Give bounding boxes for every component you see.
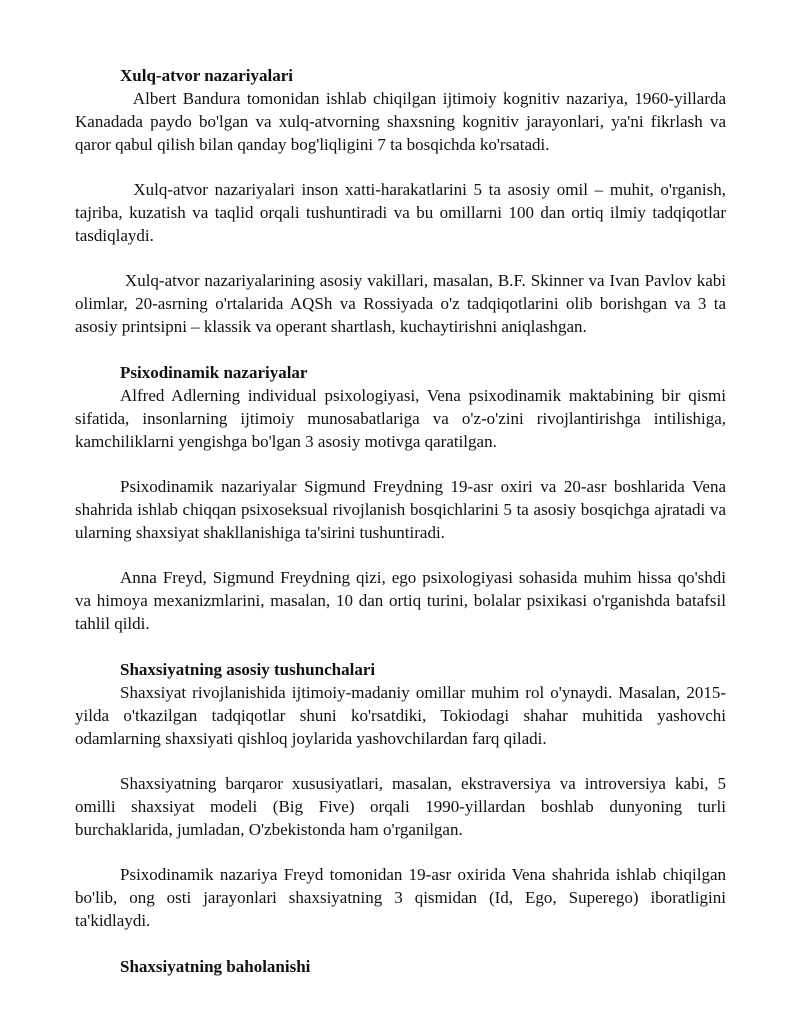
section-heading: Shaxsiyatning asosiy tushunchalari xyxy=(120,660,376,679)
section-heading: Shaxsiyatning baholanishi xyxy=(120,957,311,976)
paragraph: Shaxsiyat rivojlanishida ijtimoiy-madaniy omillar muhim rol o'ynaydi. Masalan, 2015-yilda o'tkazilgan tadqiqotlar shuni ko'rsatdiki, Tokiodagi shahar muhitida yashovchi odamlarning shaxsiyati qishloq joylarida yashovchilardan farq qiladi. xyxy=(75,683,726,748)
section-heading: Xulq-atvor nazariyalari xyxy=(120,66,293,85)
paragraph: Psixodinamik nazariya Freyd tomonidan 19-asr oxirida Vena shahrida ishlab chiqilgan bo'lib, ong osti jarayonlari shaxsiyatning 3 qismidan (Id, Ego, Superego) iboratligini ta'kidlaydi. xyxy=(75,865,726,930)
section-heading: Psixodinamik nazariyalar xyxy=(120,363,308,382)
document-page xyxy=(75,64,731,978)
paragraph: Anna Freyd, Sigmund Freydning qizi, ego psixologiyasi sohasida muhim hissa qo'shdi va himoya mexanizmlarini, masalan, 10 dan ortiq turini, bolalar psixikasi o'rganishda batafsil tahlil qildi. xyxy=(75,568,726,633)
section-behavior-theories xyxy=(75,64,731,338)
paragraph: Albert Bandura tomonidan ishlab chiqilgan ijtimoiy kognitiv nazariya, 1960-yillarda Kanadada paydo bo'lgan va xulq-atvorning shaxsning kognitiv jarayonlari, ya'ni fikrlash va qaror qabul qilish bilan qanday bog'liqligini 7 ta bosqichda ko'rsatadi. xyxy=(75,89,731,154)
paragraph: Xulq-atvor nazariyalarining asosiy vakillari, masalan, B.F. Skinner va Ivan Pavlov kabi olimlar, 20-asrning o'rtalarida AQSh va Rossiyada o'z tadqiqotlarini olib borishgan va 3 ta asosiy printsipni – klassik va operant shartlash, kuchaytirishni aniqlashgan. xyxy=(75,271,731,336)
section-psychodynamic-theories xyxy=(75,361,726,635)
section-spacer xyxy=(75,932,726,955)
paragraph: Psixodinamik nazariyalar Sigmund Freydning 19-asr oxiri va 20-asr boshlarida Vena shahrida ishlab chiqqan psixoseksual rivojlanish bosqichlarini 5 ta asosiy bosqichga ajratadi va ularning shaxsiyat shakllanishiga ta'sirini tushuntiradi. xyxy=(75,477,726,542)
section-spacer xyxy=(75,338,726,361)
paragraph: Xulq-atvor nazariyalari inson xatti-harakatlarini 5 ta asosiy omil – muhit, o'rganish, tajriba, kuzatish va taqlid orqali tushuntiradi va bu omillarni 100 dan ortiq ilmiy tadqiqotlar tasdiqlaydi. xyxy=(75,180,731,245)
paragraph: Alfred Adlerning individual psixologiyasi, Vena psixodinamik maktabining bir qismi sifatida, insonlarning ijtimoiy munosabatlariga va o'z-o'zini rivojlantirishga intilishiga, kamchiliklarni yengishga bo'lgan 3 asosiy motivga qaratilgan. xyxy=(75,386,726,451)
section-personality-concepts xyxy=(75,658,726,932)
paragraph: Shaxsiyatning barqaror xususiyatlari, masalan, ekstraversiya va introversiya kabi, 5 omilli shaxsiyat modeli (Big Five) orqali 1990-yillardan boshlab dunyoning turli burchaklarida, jumladan, O'zbekistonda ham o'rganilgan. xyxy=(75,774,726,839)
section-spacer xyxy=(75,635,726,658)
section-personality-assessment xyxy=(75,955,726,978)
